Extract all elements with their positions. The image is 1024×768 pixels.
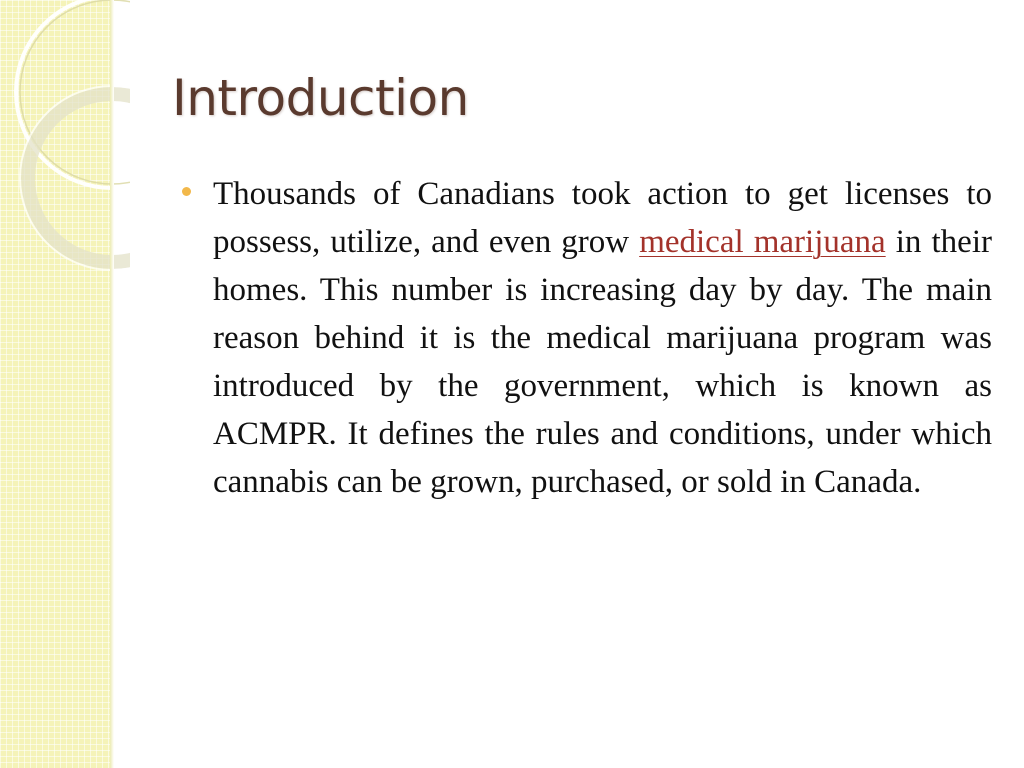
side-panel-edge <box>110 0 114 768</box>
bullet-icon <box>182 187 191 196</box>
bullet-text-before-link: Thousands of Canadians took action to get licenses to possess, utilize, and even grow <box>213 176 992 260</box>
bullet-text-after-link: in their homes. This number is increasing day by day. The main reason behind it is the medical marijuana program was introduced by the government, which is known as ACMPR. It defines the rules and conditions, under which cannabis can be grown, purchased, or sold in Canada. <box>213 224 992 500</box>
decorative-side-panel <box>0 0 112 768</box>
bullet-item <box>180 170 992 506</box>
slide-body <box>180 170 992 506</box>
bullet-paragraph <box>213 170 992 506</box>
slide-title: Introduction <box>172 69 469 127</box>
medical-marijuana-link[interactable]: medical marijuana <box>639 224 886 260</box>
